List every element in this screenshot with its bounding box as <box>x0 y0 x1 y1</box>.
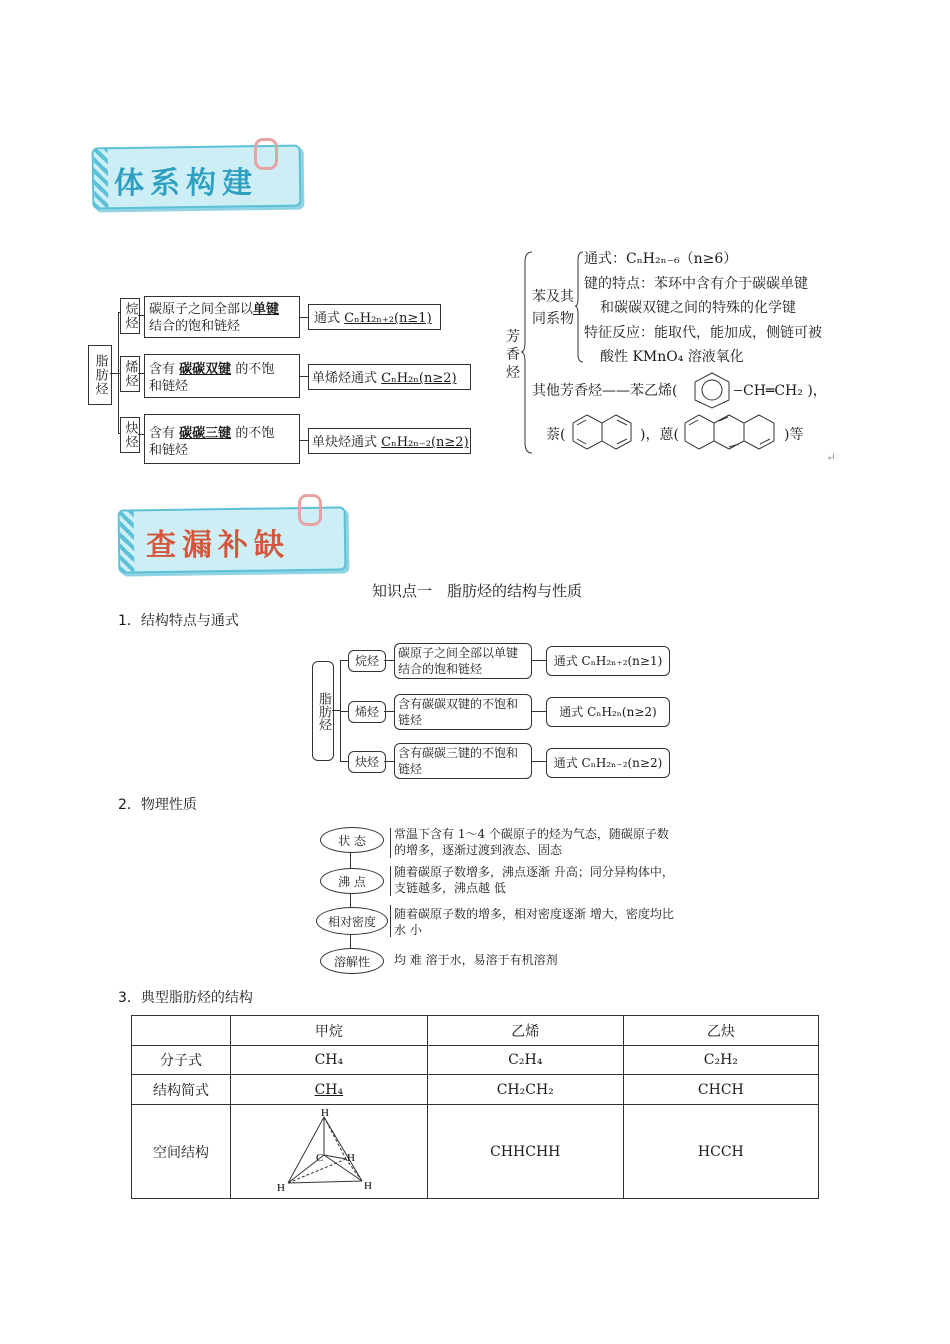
phys-label-density: 相对密度 <box>316 907 388 935</box>
desc-key: 单键 <box>253 302 280 317</box>
table-cell: CH₄ <box>230 1075 427 1105</box>
formula-pre: 单烯烃通式 <box>312 371 378 386</box>
map3-desc-alkane: 碳原子之间全部以单键结合的饱和链烃 <box>394 643 532 679</box>
heading-3: 3．典型脂肪烃的结构 <box>118 990 253 1006</box>
table-header: 乙炔 <box>623 1016 818 1046</box>
table-cell: CHHCHH <box>427 1105 623 1199</box>
map3-label-alkyne: 炔烃 <box>348 751 386 773</box>
map2-brace <box>520 250 534 455</box>
desc-pre: 碳原子之间全部以 <box>149 302 254 317</box>
banner-stripe <box>94 149 109 207</box>
map1-alkane-desc <box>144 296 300 338</box>
heading-1: 1．结构特点与通式 <box>118 613 239 629</box>
map1-alkane-label: 烷烃 <box>120 298 140 334</box>
atom-h-bl: H <box>276 1181 285 1194</box>
map3-formula-alkene: 通式 CₙH₂ₙ(n≥2) <box>546 697 670 727</box>
map1-alkyne-formula <box>308 428 471 454</box>
formula: CₙH₂ₙ₊₂(n≥1) <box>344 311 432 326</box>
desc-post1: 的不饱 <box>235 362 275 377</box>
formula: CₙH₂ₙ(n≥2) <box>381 371 457 386</box>
map3-desc-alkyne: 含有碳碳三键的不饱和链烃 <box>394 743 532 779</box>
banner-title: 体系构建 <box>114 166 258 201</box>
table-row <box>132 1075 819 1105</box>
banner-stripe <box>120 511 135 571</box>
map1-alkene-label: 烯烃 <box>120 356 140 392</box>
phys-text-density: 随着碳原子数的增多，相对密度逐渐 增大，密度均比水 小 <box>394 907 674 937</box>
anthracene-icon <box>682 412 782 454</box>
table-cell: 空间结构 <box>132 1105 231 1199</box>
map1-alkane-formula <box>308 304 441 330</box>
hydrocarbon-table <box>131 1015 819 1199</box>
formula: CₙH₂ₙ₋₂(n≥2) <box>381 435 469 450</box>
desc-pre: 含有 <box>149 426 176 441</box>
map3-formula-alkyne: 通式 CₙH₂ₙ₋₂(n≥2) <box>546 748 670 778</box>
map1-alkene-formula <box>308 364 471 390</box>
phys-label-state: 状 态 <box>320 827 384 853</box>
map2-line-5: 酸性 KMnO₄ 溶液氧化 <box>600 349 744 365</box>
map2-group: 苯及其同系物 <box>532 289 574 327</box>
table-header: 乙烯 <box>427 1016 623 1046</box>
phys-label-solubility: 溶解性 <box>320 948 384 974</box>
map3-label-alkane: 烷烃 <box>348 650 386 672</box>
map1-alkene-desc <box>144 354 300 398</box>
banner-system <box>92 138 307 210</box>
map1-alkyne-desc <box>144 414 300 464</box>
map2-anth: )，蒽( <box>640 427 679 443</box>
paper-clip-icon <box>298 494 322 526</box>
desc-post1: 的不饱 <box>235 426 275 441</box>
map2-line-3: 和碳碳双键之间的特殊的化学键 <box>600 300 796 316</box>
atom-h-right: H <box>346 1151 355 1164</box>
map1-alkyne-label: 炔烃 <box>120 417 140 453</box>
desc-post2: 和链烃 <box>149 443 189 458</box>
methane-tetrahedron-icon <box>274 1107 384 1197</box>
desc-post2: 和链烃 <box>149 379 189 394</box>
map2-root: 芳香烃 <box>506 329 520 381</box>
atom-h-br: H <box>363 1179 372 1192</box>
desc-pre: 含有 <box>149 362 176 377</box>
table-cell: HCCH <box>623 1105 818 1199</box>
table-cell: C₂H₄ <box>427 1046 623 1075</box>
phys-text-state: 常温下含有 1～4 个碳原子的烃为气态，随碳原子数的增多，逐渐过渡到液态、固态 <box>394 827 669 857</box>
map2-line-2: 键的特点：苯环中含有介于碳碳单键 <box>584 276 808 292</box>
formula-pre: 通式 <box>314 311 341 326</box>
table-cell: C₂H₂ <box>623 1046 818 1075</box>
naphthalene-icon <box>570 412 638 454</box>
desc-key: 碳碳双键 <box>179 362 232 377</box>
desc-post: 结合的饱和链烃 <box>149 319 241 334</box>
heading-2: 2．物理性质 <box>118 797 197 813</box>
phys-label-bp: 沸 点 <box>320 868 384 894</box>
phys-text-solubility: 均 难 溶于水，易溶于有机溶剂 <box>394 953 558 967</box>
map3-desc-alkene: 含有碳碳双键的不饱和链烃 <box>394 694 532 730</box>
map2-naph: 萘( <box>546 427 566 443</box>
atom-h-top: H <box>320 1106 329 1119</box>
table-row <box>132 1046 819 1075</box>
table-header-row <box>132 1016 819 1046</box>
map2-others: 其他芳香烃——苯乙烯( <box>532 383 678 399</box>
desc-key: 碳碳三键 <box>179 426 232 441</box>
table-header: 甲烷 <box>230 1016 427 1046</box>
section-title: 知识点一 脂肪烃的结构与性质 <box>372 582 583 600</box>
table-cell: 结构简式 <box>132 1075 231 1105</box>
banner-fill <box>118 494 348 574</box>
map3-formula-alkane: 通式 CₙH₂ₙ₊₂(n≥1) <box>546 646 670 676</box>
map2-line-4: 特征反应：能取代，能加成，侧链可被 <box>584 325 822 341</box>
return-mark-icon: ↵ <box>826 450 837 464</box>
table-cell: CH₄ <box>230 1046 427 1075</box>
banner-title: 查漏补缺 <box>146 528 290 563</box>
map1-root: 脂肪烃 <box>88 345 112 405</box>
benzene-ring-icon <box>690 370 734 410</box>
phys-text-bp: 随着碳原子数增多，沸点逐渐 升高；同分异构体中，支链越多，沸点越 低 <box>394 865 674 895</box>
table-cell <box>132 1016 231 1046</box>
map2-etc: )等 <box>784 427 804 443</box>
methane-structure-cell <box>230 1105 427 1199</box>
map2-line-1: 通式：CₙH₂ₙ₋₆（n≥6） <box>584 251 738 267</box>
map2-styrene-tail: CH═CH₂ )， <box>743 383 827 399</box>
table-row <box>132 1105 819 1199</box>
table-cell: 分子式 <box>132 1046 231 1075</box>
map3-root: 脂肪烃 <box>312 661 334 761</box>
formula-pre: 单炔烃通式 <box>312 435 378 450</box>
map2-sub-brace <box>574 250 584 365</box>
table-cell: CH₂CH₂ <box>427 1075 623 1105</box>
map3-label-alkene: 烯烃 <box>348 701 386 723</box>
table-cell: CHCH <box>623 1075 818 1105</box>
atom-c: C <box>315 1151 324 1164</box>
